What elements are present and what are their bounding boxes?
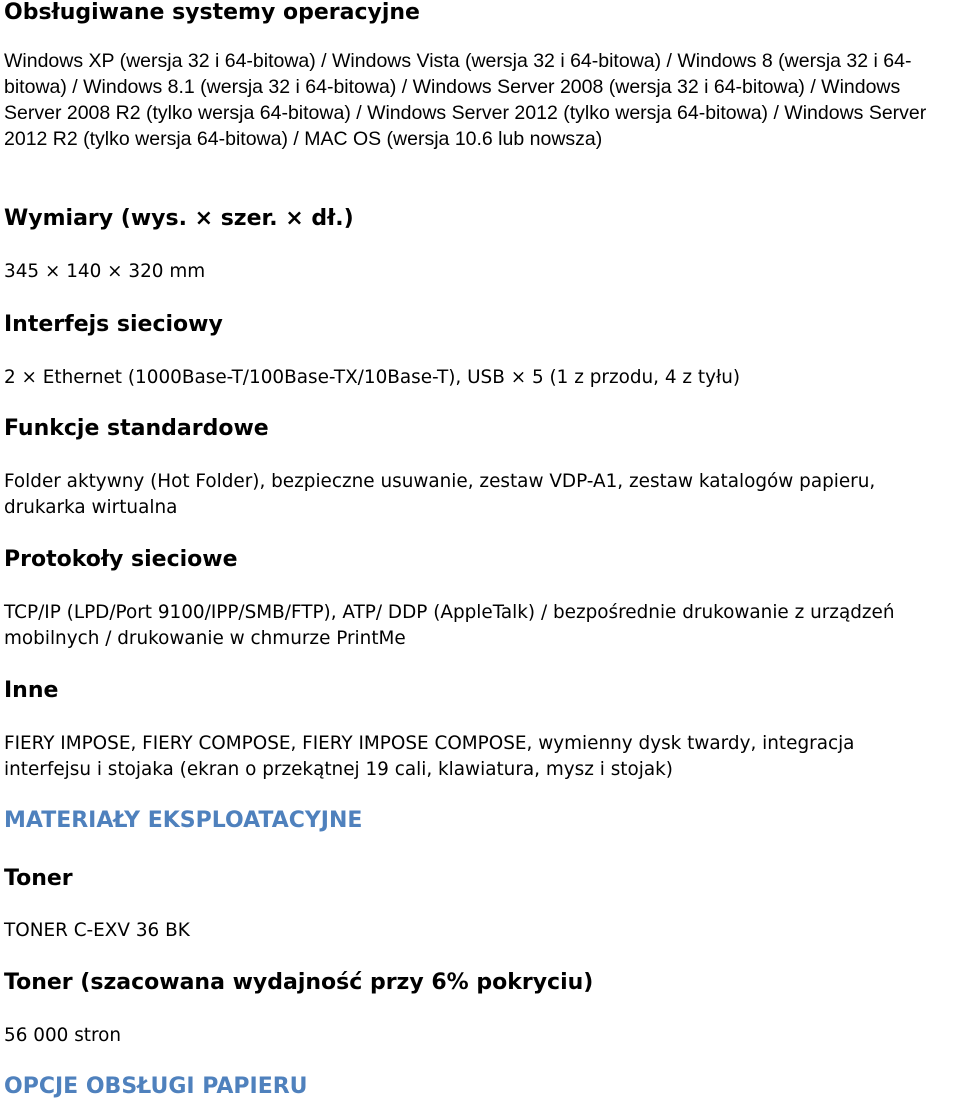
network-interface-text: 2 × Ethernet (1000Base-T/100Base-TX/10Base-T), USB × 5 (1 z przodu, 4 z tyłu)	[4, 367, 741, 388]
toner-yield-heading: Toner (szacowana wydajność przy 6% pokryciu)	[4, 970, 594, 995]
dimensions-text: 345 × 140 × 320 mm	[4, 261, 206, 282]
paper-options-heading: OPCJE OBSŁUGI PAPIERU	[4, 1074, 308, 1099]
standard-features-heading: Funkcje standardowe	[4, 416, 269, 441]
toner-yield-text: 56 000 stron	[4, 1025, 122, 1046]
consumables-heading: MATERIAŁY EKSPLOATACYJNE	[4, 808, 363, 833]
protocols-heading: Protokoły sieciowe	[4, 547, 238, 572]
other-text: FIERY IMPOSE, FIERY COMPOSE, FIERY IMPOSE COMPOSE, wymienny dysk twardy, integracja interfejsu i stojaka (ekran o przekątnej 19 cali, klawiatura, mysz i stojak)	[4, 733, 855, 780]
other-heading: Inne	[4, 678, 59, 703]
dimensions-heading: Wymiary (wys. × szer. × dł.)	[4, 206, 354, 231]
network-interface-heading: Interfejs sieciowy	[4, 312, 223, 337]
os-text: Windows XP (wersja 32 i 64-bitowa) / Windows Vista (wersja 32 i 64-bitowa) / Windows 8 (wersja 32 i 64-bitowa) / Windows 8.1 (wersja 32 i 64-bitowa) / Windows Server 2008 (wersja 32 i 64-bitowa) / Windows Server 2008 R2 (tylko wersja 64-bitowa) / Windows Server 2012 (tylko wersja 64-bitowa) / Windows Server 2012 R2 (tylko wersja 64-bitowa) / MAC OS (wersja 10.6 lub nowsza)	[4, 50, 927, 150]
os-heading: Obsługiwane systemy operacyjne	[4, 0, 420, 25]
toner-heading: Toner	[4, 866, 73, 891]
toner-text: TONER C-EXV 36 BK	[4, 920, 190, 941]
standard-features-text: Folder aktywny (Hot Folder), bezpieczne usuwanie, zestaw VDP-A1, zestaw katalogów papieru, drukarka wirtualna	[4, 471, 876, 518]
protocols-text: TCP/IP (LPD/Port 9100/IPP/SMB/FTP), ATP/ DDP (AppleTalk) / bezpośrednie drukowanie z urządzeń mobilnych / drukowanie w chmurze PrintMe	[4, 602, 895, 649]
